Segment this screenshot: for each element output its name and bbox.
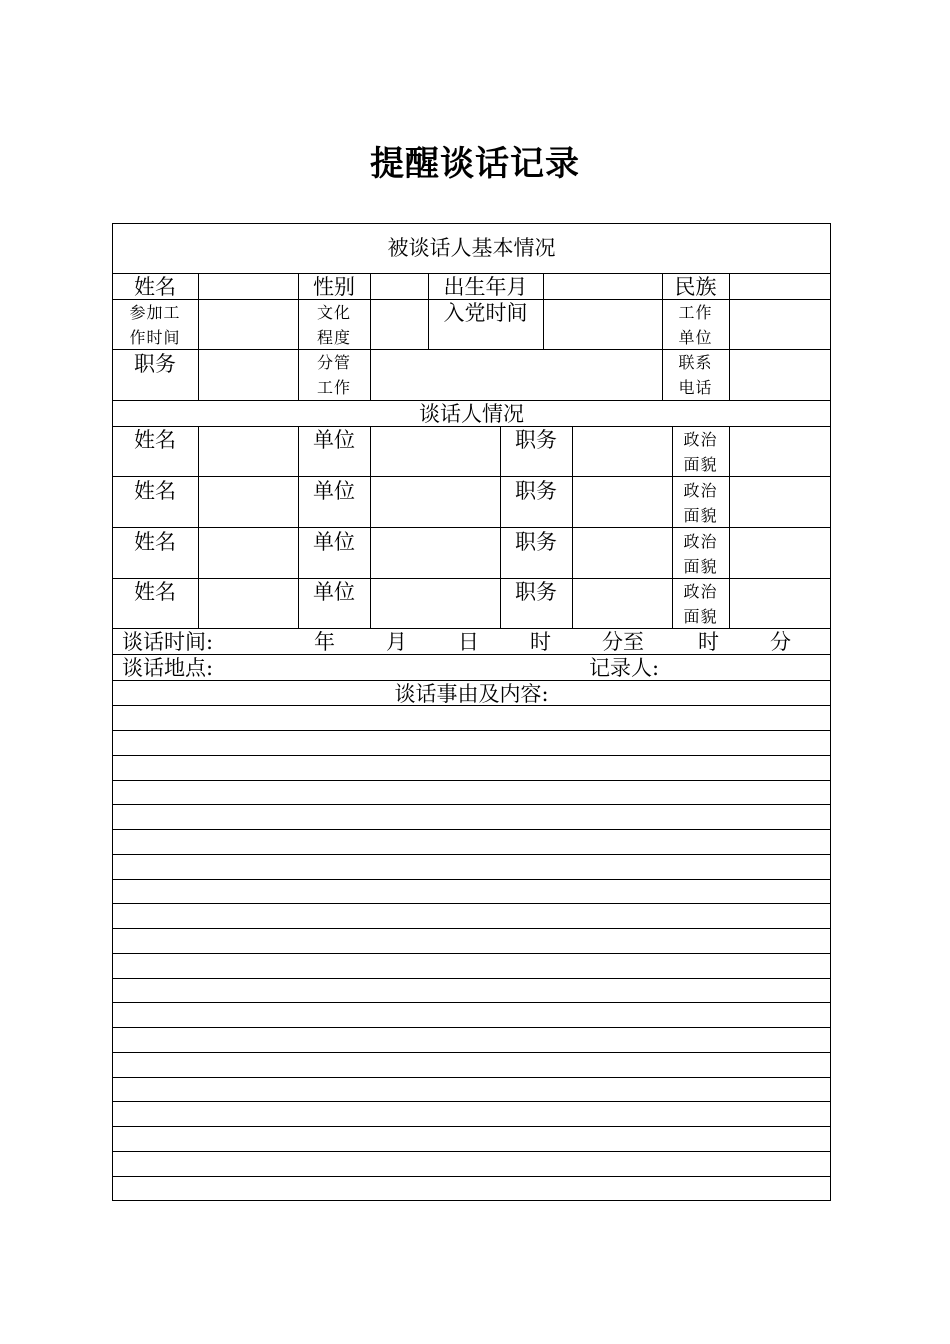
content-line xyxy=(112,804,831,805)
interviewer-political-label-line2: 面貌 xyxy=(683,455,718,474)
interviewee-heading: 被谈话人基本情况 xyxy=(387,236,556,260)
content-line xyxy=(112,903,831,904)
interviewer-name-label: 姓名 xyxy=(134,428,176,452)
interviewer-position-label: 职务 xyxy=(515,428,557,452)
work-unit-label-line1: 工作 xyxy=(678,303,713,322)
content-line xyxy=(112,854,831,855)
content-line xyxy=(112,829,831,830)
content-line xyxy=(112,755,831,756)
content-line xyxy=(112,879,831,880)
content-line xyxy=(112,1101,831,1102)
work-unit-label-line2: 单位 xyxy=(678,328,713,347)
interviewer-position-label: 职务 xyxy=(515,580,557,604)
content-line xyxy=(112,928,831,929)
interviewer-name-label: 姓名 xyxy=(134,580,176,604)
time-minute-to-label: 分至 xyxy=(602,630,644,654)
content-line xyxy=(112,953,831,954)
content-line xyxy=(112,1077,831,1078)
interviewer-position-label: 职务 xyxy=(515,479,557,503)
interviewer-political-label-line1: 政治 xyxy=(683,430,718,449)
interviewer-position-label: 职务 xyxy=(515,530,557,554)
time-year-label: 年 xyxy=(314,630,335,654)
content-line xyxy=(112,1052,831,1053)
time-hour-label: 时 xyxy=(530,630,551,654)
content-line xyxy=(112,1002,831,1003)
time-minute2-label: 分 xyxy=(770,630,791,654)
content-line xyxy=(112,1151,831,1152)
interviewer-political-label-line2: 面貌 xyxy=(683,506,718,525)
time-day-label: 日 xyxy=(458,630,479,654)
in-charge-label-line2: 工作 xyxy=(316,378,351,397)
interviewer-political-label-line2: 面貌 xyxy=(683,557,718,576)
name-label: 姓名 xyxy=(134,275,176,299)
birth-label: 出生年月 xyxy=(443,275,528,299)
table-border-right xyxy=(830,223,831,1200)
interviewer-political-label-line1: 政治 xyxy=(683,532,718,551)
time-hour2-label: 时 xyxy=(698,630,719,654)
interviewer-political-label-line2: 面貌 xyxy=(683,607,718,626)
content-heading: 谈话事由及内容: xyxy=(394,682,549,706)
talk-location-label: 谈话地点: xyxy=(122,656,214,680)
interviewer-unit-label: 单位 xyxy=(313,530,355,554)
interviewer-unit-label: 单位 xyxy=(313,580,355,604)
content-line xyxy=(112,780,831,781)
content-line xyxy=(112,1176,831,1177)
phone-label-line1: 联系 xyxy=(678,353,713,372)
content-line xyxy=(112,978,831,979)
position-label: 职务 xyxy=(134,352,176,376)
interviewer-unit-label: 单位 xyxy=(313,479,355,503)
content-line xyxy=(112,1126,831,1127)
interviewer-political-label-line1: 政治 xyxy=(683,582,718,601)
phone-label-line2: 电话 xyxy=(678,378,713,397)
education-label-line2: 程度 xyxy=(316,328,351,347)
work-start-label-line1: 参加工 xyxy=(129,303,181,322)
interviewer-unit-label: 单位 xyxy=(313,428,355,452)
content-line xyxy=(112,1027,831,1028)
talk-time-label: 谈话时间: xyxy=(122,630,214,654)
interviewer-political-label-line1: 政治 xyxy=(683,481,718,500)
table-border-bottom xyxy=(112,1200,831,1201)
interviewer-name-label: 姓名 xyxy=(134,479,176,503)
table-border-top xyxy=(112,223,831,224)
time-month-label: 月 xyxy=(386,630,407,654)
page-title: 提醒谈话记录 xyxy=(370,144,580,184)
party-join-label: 入党时间 xyxy=(443,301,528,325)
content-line xyxy=(112,730,831,731)
interviewer-name-label: 姓名 xyxy=(134,530,176,554)
gender-label: 性别 xyxy=(313,275,355,299)
work-start-label-line2: 作时间 xyxy=(129,328,181,347)
interviewer-heading: 谈话人情况 xyxy=(419,402,524,426)
ethnicity-label: 民族 xyxy=(674,275,717,299)
recorder-label: 记录人: xyxy=(589,656,660,680)
education-label-line1: 文化 xyxy=(316,303,351,322)
in-charge-label-line1: 分管 xyxy=(316,353,351,372)
